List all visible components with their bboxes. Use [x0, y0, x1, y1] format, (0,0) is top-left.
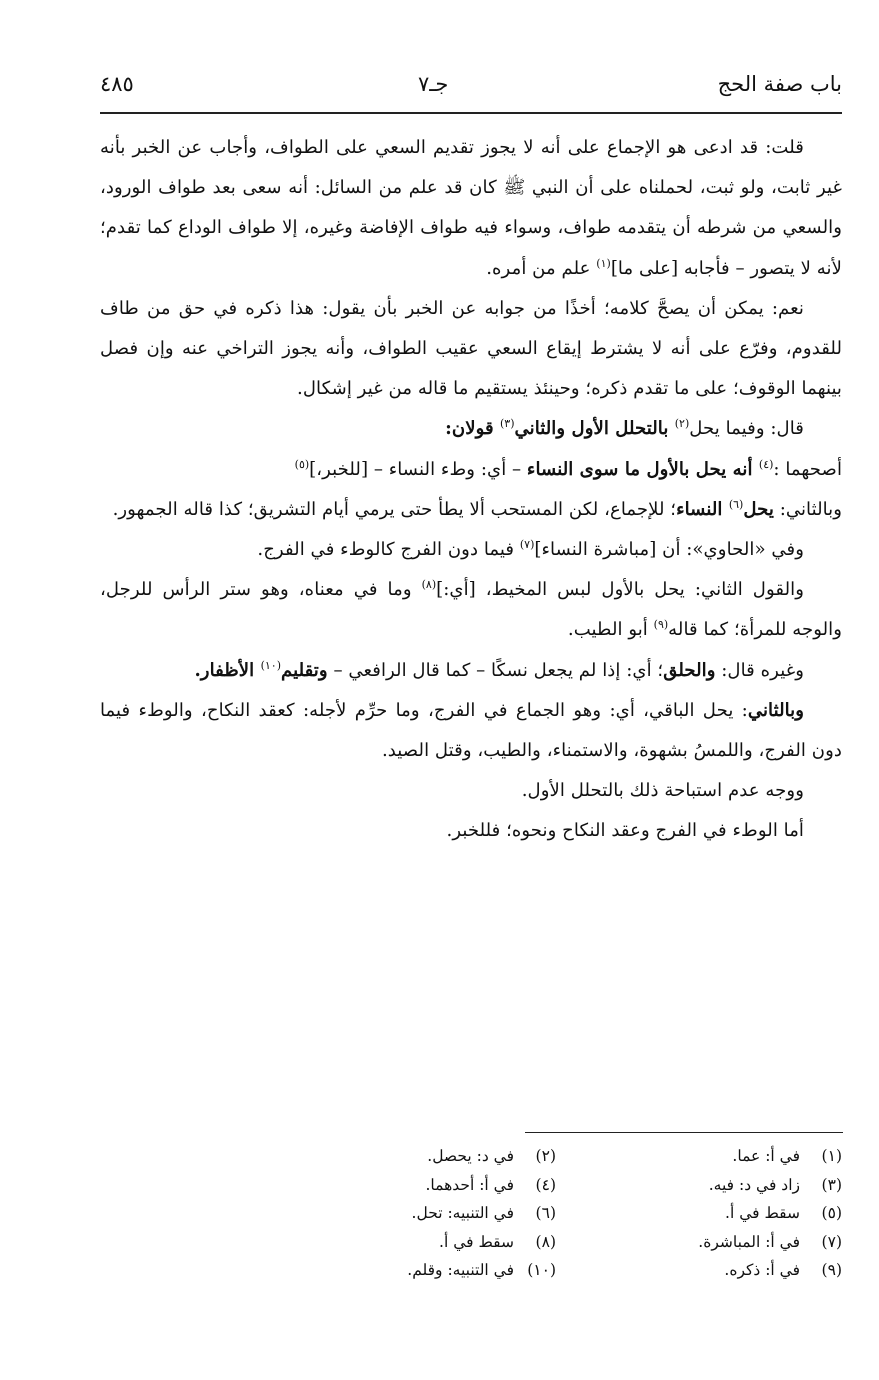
- footnote: (٥)سقط في أ.: [725, 1204, 842, 1222]
- paragraph: والقول الثاني: يحل بالأول لبس المخيط، [أي:]$^{(٨)}$ وما في معناه، وهو ستر الرأس للرجل، والوجه للمرأة؛ كما قاله$^{(٩)}$ أبو الطيب.: [100, 578, 842, 641]
- footnote-rule: [525, 1132, 843, 1133]
- footnote: (٢)في د: يحصل.: [427, 1147, 556, 1165]
- footnote: (١)في أ: عما.: [732, 1147, 842, 1165]
- footnote: (٤)في أ: أحدهما.: [425, 1175, 556, 1194]
- paragraph: وبالثاني: يحل$^{(٦)}$ النساء؛ للإجماع، لكن المستحب ألا يطأ حتى يرمي أيام التشريق؛ كذا قاله الجمهور.: [112, 497, 842, 520]
- paragraph: وفي «الحاوي»: أن [مباشرة النساء]$^{(٧)}$ فيما دون الفرج كالوطء في الفرج.: [257, 537, 804, 561]
- paragraph: وغيره قال: والحلق؛ أي: إذا لم يجعل نسكًا – كما قال الرافعي – وتقليم$^{(١٠)}$ الأظفار.: [194, 658, 804, 681]
- footnote: (٧)في أ: المباشرة.: [698, 1232, 842, 1251]
- chapter-title: باب صفة الحج: [717, 72, 842, 96]
- paragraph: ووجه عدم استباحة ذلك بالتحلل الأول.: [521, 780, 804, 802]
- footnotes: [300, 1142, 842, 1285]
- paragraph: قلت: قد ادعى هو الإجماع على أنه لا يجوز تقديم السعي على الطواف، وأجاب عن الخبر بأنه غير ثابت، ولو ثبت، لحملناه على أن النبي ﷺ كان قد علم من السائل: أنه سعى بعد طواف الورود، والسعي من شرطه أن يتقدمه طواف، وسواء فيه طواف الإفاضة وغيره، إلا طواف الوداع كما تقدم؛ لأنه لا يتصور – فأجابه [على ما]$^{(١)}$ علم من أمره.: [100, 137, 842, 279]
- volume-label: جـ٧: [418, 72, 449, 96]
- running-header: [100, 62, 842, 108]
- paragraph: أما الوطء في الفرج وعقد النكاح ونحوه؛ فللخبر.: [446, 820, 804, 842]
- page-number: ٤٨٥: [100, 72, 134, 96]
- footnote: (٣)زاد في د: فيه.: [708, 1175, 842, 1194]
- footnote: (٩)في أ: ذكره.: [724, 1261, 842, 1279]
- paragraph: وبالثاني: يحل الباقي، أي: وهو الجماع في الفرج، وما حرِّم لأجله: كعقد النكاح، والوطء فيما دون الفرج، واللمسُ بشهوة، والاستمناء، والطيب، وقتل الصيد.: [100, 699, 842, 762]
- footnote: (٨)سقط في أ.: [439, 1232, 556, 1251]
- header-rule: [100, 112, 842, 114]
- paragraph: نعم: يمكن أن يصحَّ كلامه؛ أخذًا من جوابه عن الخبر بأن يقول: هذا ذكره في حق من طاف للقدوم، وفرّع على أنه لا يشترط إيقاع السعي عقيب الطواف، وأنه يجوز التراخي عنه وإن فصل بينهما الوقوف؛ على ما تقدم ذكره؛ وحينئذ يستقيم ما قاله من غير إشكال.: [100, 297, 842, 400]
- paragraph: قال: وفيما يحل$^{(٢)}$ بالتحلل الأول والثاني$^{(٣)}$ قولان:: [445, 417, 804, 440]
- main-text: [100, 128, 842, 852]
- paragraph: أصحهما :$^{(٤)}$ أنه يحل بالأول ما سوى النساء – أي: وطء النساء – [للخبر،]$^{(٥)}$: [294, 457, 842, 480]
- footnote: (٦)في التنبيه: تحل.: [411, 1204, 556, 1222]
- footnote: (١٠)في التنبيه: وقلم.: [407, 1261, 556, 1279]
